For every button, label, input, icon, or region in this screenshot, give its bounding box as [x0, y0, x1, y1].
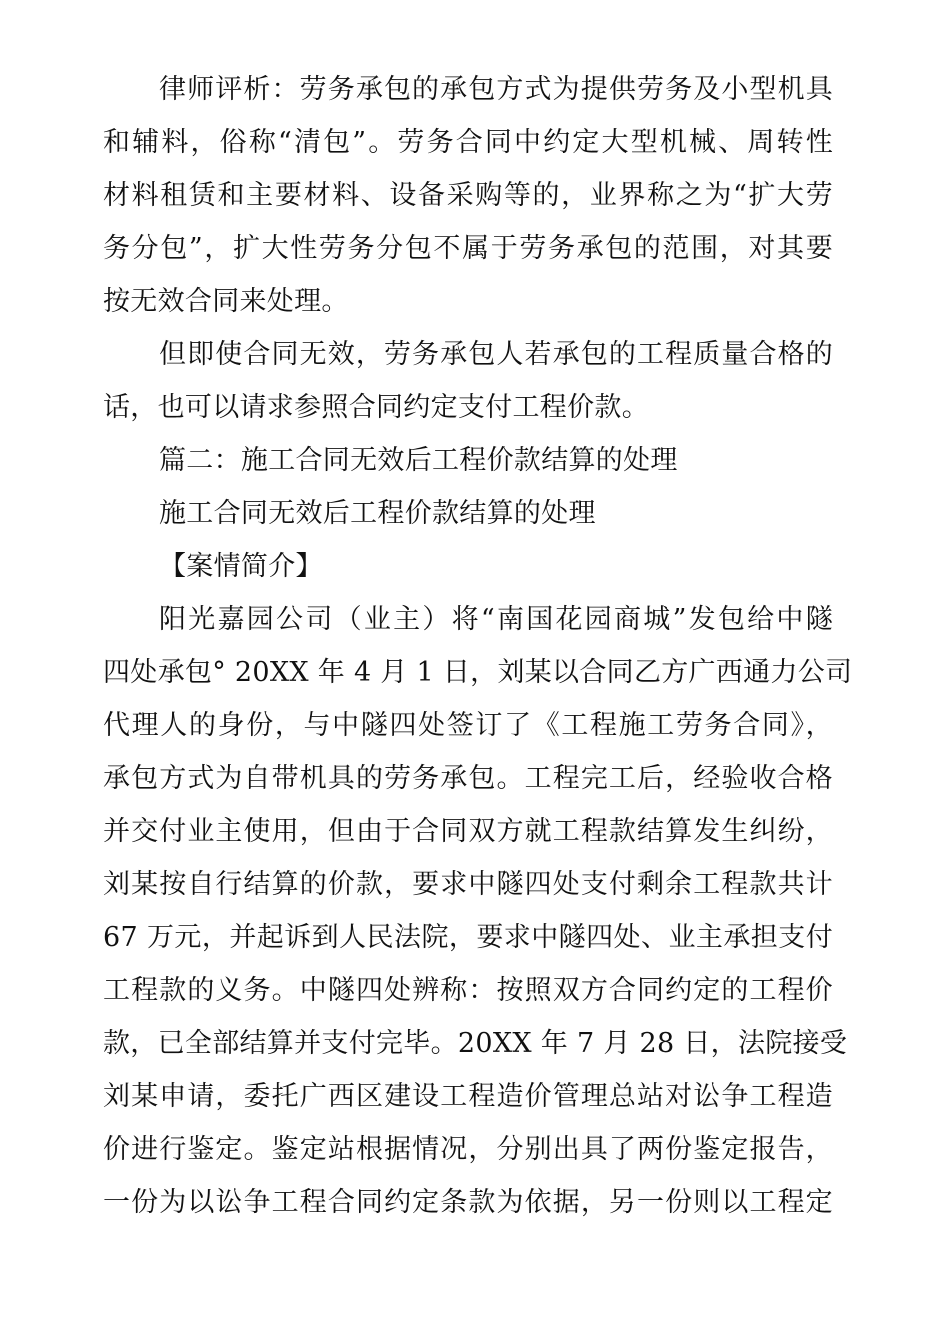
section-heading: 篇二：施工合同无效后工程价款结算的处理: [159, 445, 678, 476]
case-summary-heading: 【案情简介】: [159, 551, 323, 582]
paragraph-line: 代理人的身份，与中隧四处签订了《工程施工劳务合同》，: [103, 710, 833, 741]
paragraph-line: 工程款的义务。中隧四处辨称：按照双方合同约定的工程价: [103, 975, 833, 1006]
paragraph-line: 款，已全部结算并支付完毕。20XX 年 7 月 28 日，法院接受: [103, 1028, 848, 1059]
paragraph-line: 价进行鉴定。鉴定站根据情况，分别出具了两份鉴定报告，: [103, 1134, 833, 1165]
article-title: 施工合同无效后工程价款结算的处理: [159, 498, 596, 529]
paragraph-line: 律师评析：劳务承包的承包方式为提供劳务及小型机具: [159, 74, 833, 105]
paragraph-line: 务分包”，扩大性劳务分包不属于劳务承包的范围，对其要: [103, 233, 833, 264]
paragraph-line: 67 万元，并起诉到人民法院，要求中隧四处、业主承担支付: [103, 922, 833, 953]
paragraph-line: 阳光嘉园公司（业主）将“南国花园商城”发包给中隧: [159, 604, 833, 635]
paragraph-line: 承包方式为自带机具的劳务承包。工程完工后，经验收合格: [103, 763, 833, 794]
paragraph-line: 但即使合同无效，劳务承包人若承包的工程质量合格的: [159, 339, 833, 370]
paragraph-line: 和辅料，俗称“清包”。劳务合同中约定大型机械、周转性: [103, 127, 833, 158]
paragraph-line: 按无效合同来处理。: [103, 286, 349, 317]
paragraph-line: 一份为以讼争工程合同约定条款为依据，另一份则以工程定: [103, 1187, 833, 1218]
paragraph-line: 并交付业主使用，但由于合同双方就工程款结算发生纠纷，: [103, 816, 833, 847]
paragraph-line: 刘某申请，委托广西区建设工程造价管理总站对讼争工程造: [103, 1081, 833, 1112]
paragraph-line: 刘某按自行结算的价款，要求中隧四处支付剩余工程款共计: [103, 869, 833, 900]
paragraph-line: 话，也可以请求参照合同约定支付工程价款。: [103, 392, 649, 423]
paragraph-line: 材料租赁和主要材料、设备采购等的，业界称之为“扩大劳: [103, 180, 833, 211]
paragraph-line: 四处承包° 20XX 年 4 月 1 日，刘某以合同乙方广西通力公司: [103, 657, 853, 688]
document-body: [103, 63, 853, 1229]
